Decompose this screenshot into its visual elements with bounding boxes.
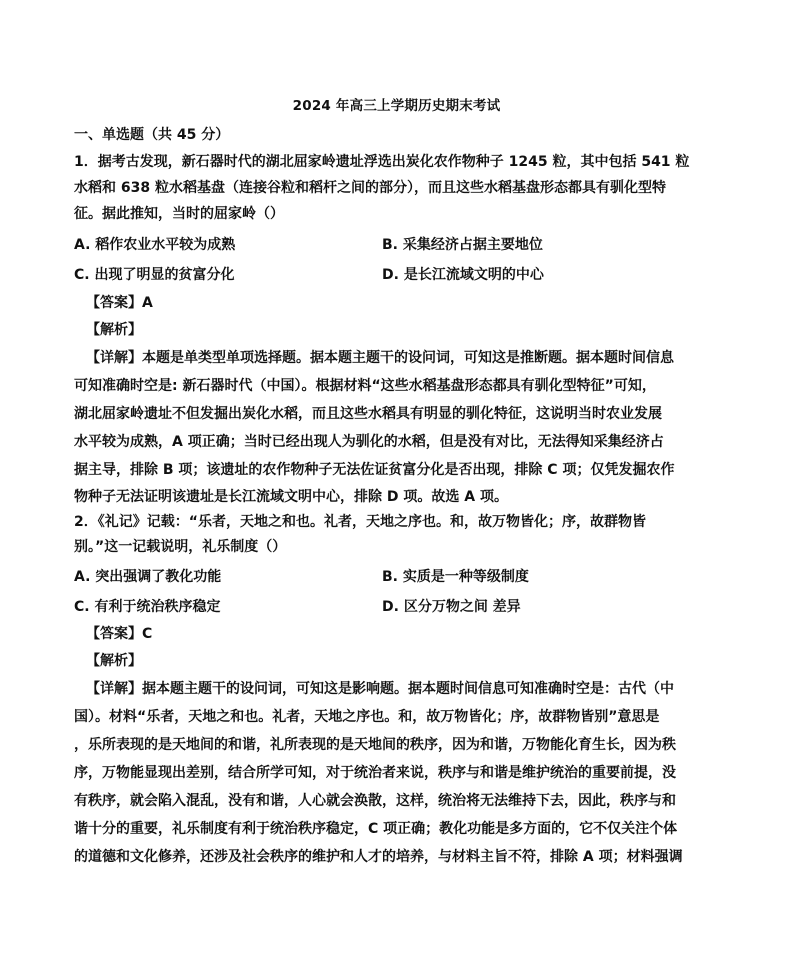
q1-detail-line: 湖北屈家岭遗址不但发掘出炭化水稻，而且这些水稻具有明显的驯化特征，这说明当时农业发展 — [74, 406, 662, 422]
q1-option-b: B. 采集经济占据主要地位 — [382, 237, 543, 253]
q1-stem-line: 水稻和 638 粒水稻基盘（连接谷粒和稻杆之间的部分），而且这些水稻基盘形态都具有驯化型特 — [74, 180, 666, 196]
q1-stem-line: 1．据考古发现，新石器时代的湖北屈家岭遗址浮选出炭化农作物种子 1245 粒，其中包括 541 粒 — [74, 154, 690, 170]
q1-option-d: D. 是长江流域文明的中心 — [382, 267, 544, 283]
exam-title: 2024 年高三上学期历史期末考试 — [292, 98, 501, 114]
q2-detail-line: 有秩序，就会陷入混乱，没有和谐，人心就会涣散，这样，统治将无法维持下去，因此，秩序与和 — [74, 793, 676, 809]
q1-detail-line: 水平较为成熟，A 项正确；当时已经出现人为驯化的水稻，但是没有对比，无法得知采集经济占 — [74, 434, 664, 450]
q2-option-b: B. 实质是一种等级制度 — [382, 569, 529, 585]
q2-detail-line: 的道德和文化修养，还涉及社会秩序的维护和人才的培养，与材料主旨不符，排除 A 项；材料强调 — [74, 849, 683, 865]
q2-detail-line: ，乐所表现的是天地间的和谐，礼所表现的是天地间的秩序，因为和谐，万物能化育生长，因为秩 — [74, 737, 676, 753]
q2-detail-line: 序，万物能显现出差别，结合所学可知，对于统治者来说，秩序与和谐是维护统治的重要前提，没 — [74, 765, 676, 781]
q2-option-a: A. 突出强调了教化功能 — [74, 569, 222, 585]
q2-detail-line: 国）。材料“乐者，天地之和也。礼者，天地之序也。和，故万物皆化；序，故群物皆别”意思是 — [74, 709, 660, 725]
q2-stem-line: 别。”这一记载说明，礼乐制度（） — [74, 539, 287, 555]
q2-detail-line: 谐十分的重要，礼乐制度有利于统治秩序稳定，C 项正确；教化功能是多方面的，它不仅关注个体 — [74, 821, 678, 837]
q2-analysis-label: 【解析】 — [86, 653, 142, 669]
q1-detail-line: 据主导，排除 B 项；该遗址的农作物种子无法佐证贫富分化是否出现，排除 C 项；仅凭发掘农作 — [74, 462, 675, 478]
q1-stem-line: 征。据此推知，当时的屈家岭（） — [74, 206, 284, 222]
section-heading: 一、单选题（共 45 分） — [74, 127, 230, 143]
q1-answer: 【答案】A — [86, 295, 153, 311]
q2-option-c: C. 有利于统治秩序稳定 — [74, 599, 221, 615]
q1-detail-line: 物种子无法证明该遗址是长江流域文明中心，排除 D 项。故选 A 项。 — [74, 489, 508, 505]
q1-option-c: C. 出现了明显的贫富分化 — [74, 267, 235, 283]
q1-detail-line: 【详解】本题是单类型单项选择题。据本题主题干的设问词，可知这是推断题。据本题时间信息 — [86, 350, 674, 366]
q2-detail-line: 【详解】据本题主题干的设问词，可知这是影响题。据本题时间信息可知准确时空是：古代（中 — [86, 681, 674, 697]
q2-option-d: D. 区分万物之间 差异 — [382, 599, 521, 615]
q1-analysis-label: 【解析】 — [86, 322, 142, 338]
q2-stem-line: 2．《礼记》记载：“乐者，天地之和也。礼者，天地之序也。和，故万物皆化；序，故群物皆 — [74, 514, 646, 530]
q1-detail-line: 可知准确时空是: 新石器时代（中国）。根据材料“这些水稻基盘形态都具有驯化型特征”可知， — [74, 378, 656, 394]
q2-answer: 【答案】C — [86, 626, 153, 642]
q1-option-a: A. 稻作农业水平较为成熟 — [74, 237, 236, 253]
